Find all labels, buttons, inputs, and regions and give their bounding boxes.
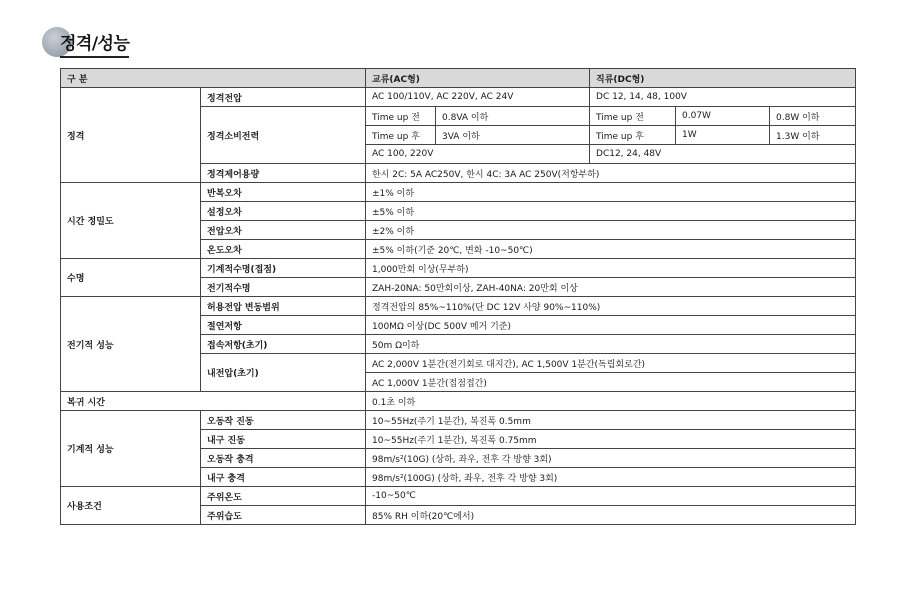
- category-rating: 정격: [61, 88, 201, 183]
- row-value: 50m Ω이하: [366, 335, 856, 354]
- row-value: -10~50℃: [366, 487, 856, 506]
- header-dc: 직류(DC형): [590, 69, 856, 88]
- table-row: [61, 411, 856, 430]
- category-environment: 사용조건: [61, 487, 201, 525]
- row-value-ac: AC 100, 220V: [366, 145, 590, 164]
- row-value: 정격전압의 85%~110%(단 DC 12V 사양 90%~110%): [366, 297, 856, 316]
- row-label: 주위습도: [201, 506, 366, 525]
- table-row: [61, 259, 856, 278]
- row-value: ±5% 이하: [366, 202, 856, 221]
- row-label: 접속저항(초기): [201, 335, 366, 354]
- row-label: 내구 진동: [201, 430, 366, 449]
- ac-mode: Time up 후: [366, 126, 436, 145]
- ac-value: 3VA 이하: [436, 126, 590, 145]
- row-value: 10~55Hz(주기 1분간), 복진폭 0.75mm: [366, 430, 856, 449]
- row-value: ±1% 이하: [366, 183, 856, 202]
- row-label: 기계적수명(접점): [201, 259, 366, 278]
- row-label: 정격소비전력: [201, 107, 366, 164]
- ac-mode: Time up 전: [366, 107, 436, 126]
- row-value: AC 2,000V 1분간(전기회로 대지간), AC 1,500V 1분간(독립회로간): [366, 354, 856, 373]
- row-label: 절연저항: [201, 316, 366, 335]
- row-label: 허용전압 변동범위: [201, 297, 366, 316]
- category-time-accuracy: 시간 정밀도: [61, 183, 201, 259]
- row-label: 온도오차: [201, 240, 366, 259]
- row-label: 정격전압: [201, 88, 366, 107]
- row-label: 오동작 충격: [201, 449, 366, 468]
- table-row: [61, 88, 856, 107]
- table-row: [61, 392, 856, 411]
- row-value: 98m/s²(10G) (상하, 좌우, 전후 각 방향 3회): [366, 449, 856, 468]
- dc-mode: Time up 전: [590, 107, 676, 126]
- category-life: 수명: [61, 259, 201, 297]
- row-value: ±5% 이하(기준 20℃, 변화 -10~50℃): [366, 240, 856, 259]
- row-value: 한시 2C: 5A AC250V, 한시 4C: 3A AC 250V(저항부하): [366, 164, 856, 183]
- table-row: [61, 297, 856, 316]
- row-label: 전기적수명: [201, 278, 366, 297]
- row-value: 0.1초 이하: [366, 392, 856, 411]
- dc-value-b: 0.8W 이하: [770, 107, 856, 126]
- dc-value-a: 0.07W: [676, 107, 770, 126]
- table-row: [61, 487, 856, 506]
- header-ac: 교류(AC형): [366, 69, 590, 88]
- row-value-ac: AC 100/110V, AC 220V, AC 24V: [366, 88, 590, 107]
- row-value: 1,000만회 이상(무부하): [366, 259, 856, 278]
- row-value-dc: DC 12, 14, 48, 100V: [590, 88, 856, 107]
- row-label: 반복오차: [201, 183, 366, 202]
- row-value: 10~55Hz(주기 1분간), 복진폭 0.5mm: [366, 411, 856, 430]
- row-value: ±2% 이하: [366, 221, 856, 240]
- category-reset: 복귀 시간: [61, 392, 366, 411]
- dc-mode: Time up 후: [590, 126, 676, 145]
- row-value: ZAH-20NA: 50만회이상, ZAH-40NA: 20만회 이상: [366, 278, 856, 297]
- dc-value-b: 1.3W 이하: [770, 126, 856, 145]
- table-header-row: [61, 69, 856, 88]
- row-label: 내전압(초기): [201, 354, 366, 392]
- row-label: 정격제어용량: [201, 164, 366, 183]
- row-label: 내구 충격: [201, 468, 366, 487]
- row-label: 주위온도: [201, 487, 366, 506]
- page-title: 정격/성능: [60, 29, 129, 58]
- row-label: 전압오차: [201, 221, 366, 240]
- row-label: 오동작 진동: [201, 411, 366, 430]
- row-value: 98m/s²(100G) (상하, 좌우, 전후 각 방향 3회): [366, 468, 856, 487]
- category-mechanical: 기계적 성능: [61, 411, 201, 487]
- category-electrical: 전기적 성능: [61, 297, 201, 392]
- row-value: 85% RH 이하(20℃에서): [366, 506, 856, 525]
- row-value: 100MΩ 이상(DC 500V 메거 기준): [366, 316, 856, 335]
- ac-value: 0.8VA 이하: [436, 107, 590, 126]
- dc-value-a: 1W: [676, 126, 770, 145]
- row-value-dc: DC12, 24, 48V: [590, 145, 856, 164]
- header-section: 구 분: [61, 69, 366, 88]
- table-row: [61, 183, 856, 202]
- row-value: AC 1,000V 1분간(접점접간): [366, 373, 856, 392]
- spec-table: [60, 68, 856, 525]
- row-label: 설정오차: [201, 202, 366, 221]
